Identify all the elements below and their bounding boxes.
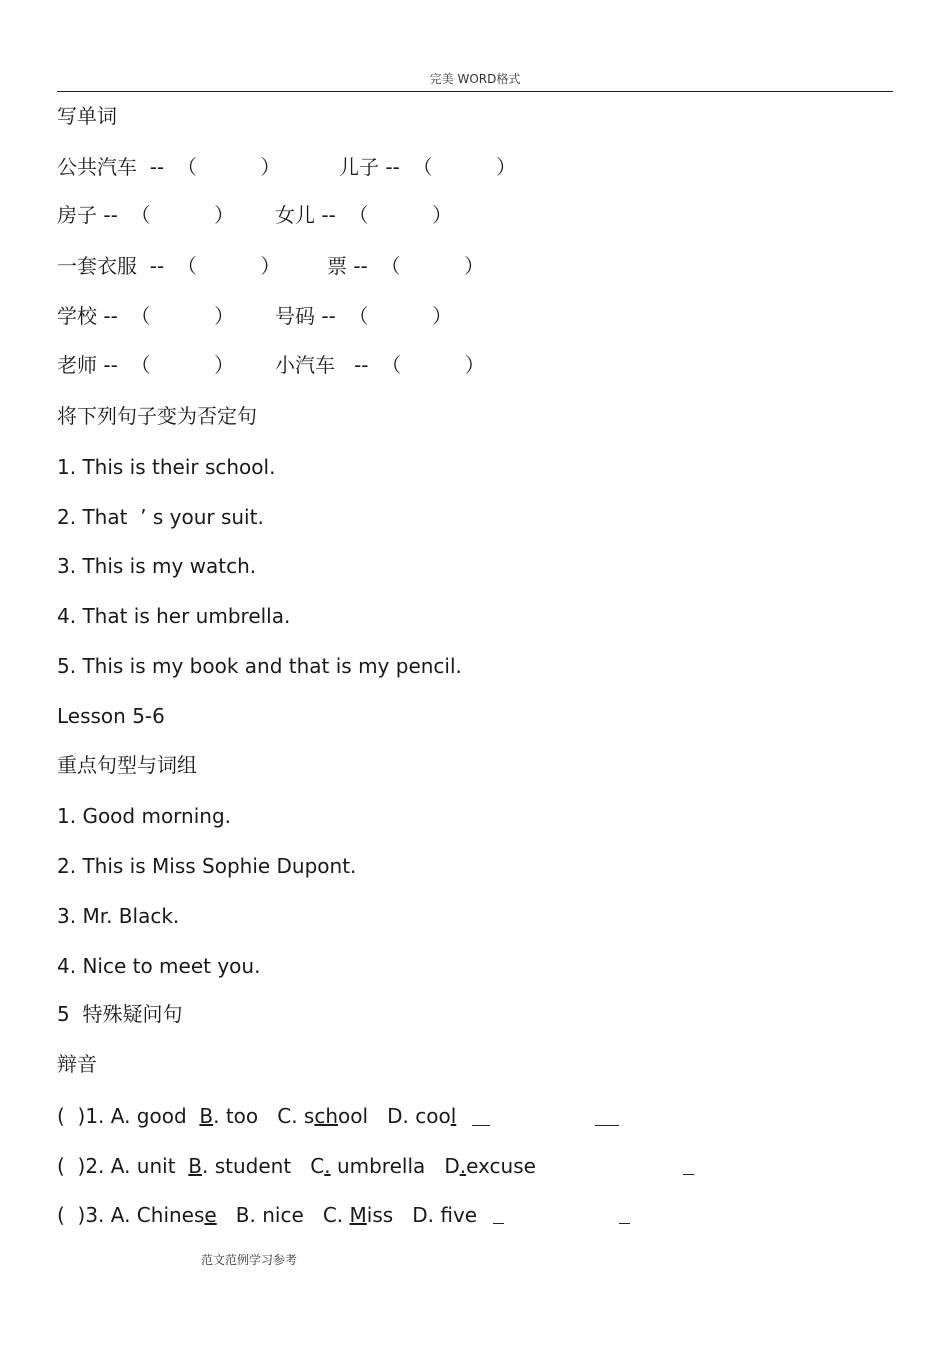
header-rule — [57, 91, 893, 92]
section-heading-key-sentences: 重点句型与词组 — [57, 753, 197, 777]
negative-item-4: 4. That is her umbrella. — [57, 604, 291, 628]
key-sentence-2: 2. This is Miss Sophie Dupont. — [57, 854, 357, 878]
section-heading-phonics: 辩音 — [57, 1052, 97, 1076]
key-sentence-3: 3. Mr. Black. — [57, 904, 180, 928]
negative-item-2: 2. That ’ s your suit. — [57, 505, 264, 529]
lesson-title: Lesson 5-6 — [57, 704, 165, 728]
word-row-2-right: 女儿 -- （ ） — [275, 203, 453, 227]
page-header: 完美 WORD格式 — [429, 72, 521, 86]
key-sentence-1: 1. Good morning. — [57, 804, 232, 828]
word-row-3-left: 一套衣服 -- （ ） — [57, 254, 281, 278]
key-sentence-5: 5 特殊疑问句 — [57, 1002, 183, 1026]
answer-blank — [493, 1223, 504, 1224]
underlined-letter: e — [204, 1203, 217, 1227]
underlined-letter: l — [450, 1104, 457, 1128]
negative-item-1: 1. This is their school. — [57, 455, 276, 479]
underlined-letter: M — [349, 1203, 367, 1227]
page-footer: 范文范例学习参考 — [201, 1253, 298, 1267]
word-row-5-left: 老师 -- （ ） — [57, 353, 235, 377]
word-row-1-right: 儿子 -- （ ） — [339, 155, 517, 179]
phonics-question-1: ( )1. A. good B. too C. school D. cool — [57, 1104, 457, 1128]
answer-blank — [683, 1174, 694, 1175]
word-row-4-left: 学校 -- （ ） — [57, 304, 235, 328]
word-row-1-left: 公共汽车 -- （ ） — [57, 155, 281, 179]
word-row-2-left: 房子 -- （ ） — [57, 203, 235, 227]
underlined-letter: . — [459, 1154, 467, 1178]
phonics-question-2: ( )2. A. unit B. student C. umbrella D.excuse — [57, 1154, 536, 1178]
underlined-letter: B — [199, 1104, 214, 1128]
underlined-letter: ch — [314, 1104, 338, 1128]
answer-blank — [472, 1125, 490, 1126]
negative-item-5: 5. This is my book and that is my pencil. — [57, 654, 462, 678]
phonics-question-3: ( )3. A. Chinese B. nice C. Miss D. five — [57, 1203, 478, 1227]
word-row-4-right: 号码 -- （ ） — [275, 304, 453, 328]
answer-blank — [619, 1223, 630, 1224]
underlined-letter: B — [188, 1154, 203, 1178]
section-heading-negative: 将下列句子变为否定句 — [57, 404, 257, 428]
negative-item-3: 3. This is my watch. — [57, 554, 257, 578]
word-row-5-right: 小汽车 -- （ ） — [275, 353, 485, 377]
word-row-3-right: 票 -- （ ） — [327, 254, 485, 278]
section-heading-write-words: 写单词 — [57, 104, 117, 128]
underlined-letter: . — [324, 1154, 331, 1178]
answer-blank — [595, 1125, 619, 1126]
key-sentence-4: 4. Nice to meet you. — [57, 954, 261, 978]
